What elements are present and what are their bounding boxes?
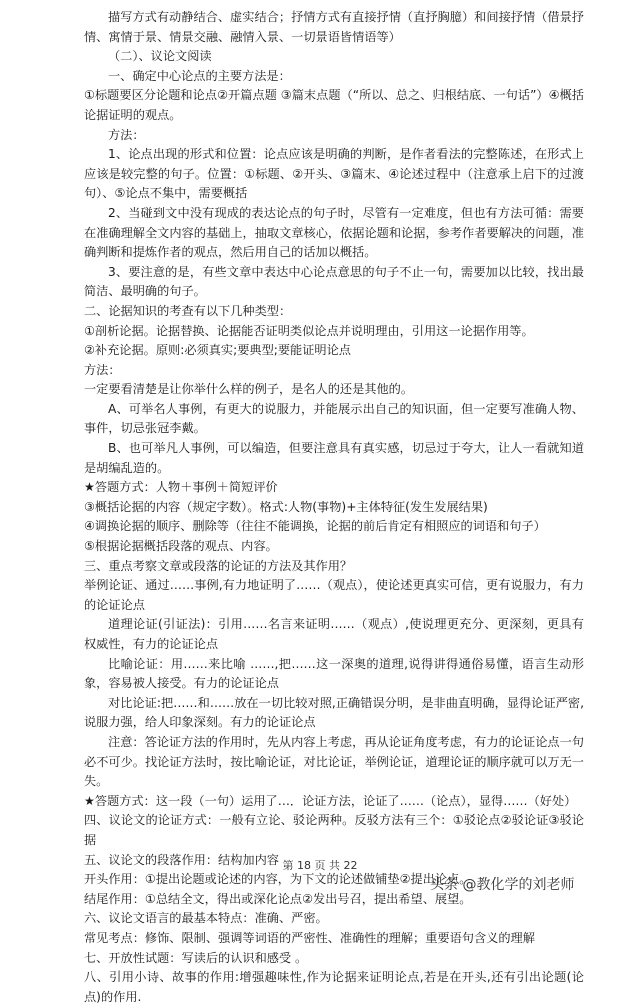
text-line: 八、引用小诗、故事的作用:增强趣味性,作为论据来证明论点,若是在开头,还有引出论题(论点)的作用.	[84, 970, 584, 1004]
text-line: 一定要看清楚是让你举什么样的例子，是名人的还是其他的。	[84, 382, 414, 397]
text-line: ③概括论据的内容（规定字数）。格式:人物(事物)+主体特征(发生发展结果)	[84, 499, 488, 514]
text-line: 一、确定中心论点的主要方法是：	[108, 68, 291, 83]
text-line: 道理论证(引证法)：引用……名言来证明……（观点）,使说理更充分、更深刻，更具有权威性，有力的论证论点	[84, 617, 584, 651]
text-line: 方法：	[84, 362, 121, 377]
text-line: 结尾作用：①总结全文，得出或深化论点②发出号召，提出希望、展望。	[84, 891, 472, 906]
text-line: 比喻论证：用……来比喻 ……,把……这一深奥的道理,说得讲得通俗易懂，语言生动形象，容易被人接受。有力的论证论点	[84, 656, 584, 691]
text-line: ①标题要区分论题和论点②开篇点题 ③篇末点题（“所以、总之、归根结底、一句话”）④概括论据证明的观点。	[84, 88, 584, 122]
page-number: 第 18 页 共 22	[282, 859, 358, 872]
text-line: ★答题方式：这一段（一句）运用了…．论证方法，论证了……（论点），显得……（好处）	[84, 793, 577, 808]
text-line: ①剖析论据。论据替换、论据能否证明类似论点并说明理由，引用这一论据作用等。	[84, 323, 534, 338]
text-line: ⑤根据论据概括段落的观点、内容。	[84, 539, 278, 554]
text-line: ★答题方式：人物＋事例＋简短评价	[84, 480, 278, 495]
text-line: 六、议论文语言的最基本特点：准确、严密。	[84, 911, 328, 926]
text-line: 七、开放性试题：写读后的认识和感受 。	[84, 950, 308, 965]
text-line: 3、要注意的是，有些文章中表达中心论点意思的句子不止一句，需要加以比较，找出最简洁、最明确的句子。	[84, 264, 584, 299]
text-line: 方法：	[108, 127, 145, 142]
text-line: 描写方式有动静结合、虚实结合；抒情方式有直接抒情（直抒胸臆）和间接抒情（借景抒情、寓情于景、情景交融、融情入景、一切景语皆情语等）	[84, 10, 584, 44]
text-line: 开头作用：①提出论题或论述的内容，为下文的论述做铺垫②提出论点。	[84, 872, 472, 887]
text-line: B、也可举凡人事例，可以编造，但要注意具有真实感，切忌过于夸大，让人一看就知道是胡编乱造的。	[84, 441, 584, 475]
text-line: 五、议论文的段落作用：结构加内容	[84, 852, 279, 867]
text-line: 二、论据知识的考查有以下几种类型：	[84, 303, 292, 318]
text-line: ②补充论据。原则:必须真实;要典型;要能证明论点	[84, 343, 351, 358]
text-line: 常见考点：修饰、限制、强调等词语的严密性、准确性的理解；重要语句含义的理解	[84, 930, 535, 945]
watermark: 头条 @教化学的刘老师	[430, 877, 575, 893]
text-line: 三、重点考察文章或段落的论证的方法及其作用？	[84, 558, 353, 573]
text-line: A、可举名人事例，有更大的说服力，并能展示出自己的知识面，但一定要写准确人物、事件，切忌张冠李戴。	[84, 401, 584, 436]
text-line: 四、议论文的论证方式：一般有立论、驳论两种。反驳方法有三个：①驳论点②驳论证③驳论据	[84, 813, 584, 847]
text-line: 2、当碰到文中没有现成的表达论点的句子时，尽管有一定难度，但也有方法可循：需要在准确理解全文内容的基础上，抽取文章核心，依据论题和论据，参考作者要解决的问题，准确判断和提炼作者的观点，然后用自己的话加以概括。	[84, 205, 584, 260]
text-line: 举例论证、通过……事例,有力地证明了……（观点），使论述更真实可信，更有说服力，有力的论证论点	[84, 578, 584, 612]
text-line: 对比论证:把……和……放在一切比较对照,正确错误分明，是非曲直明确，显得论证严密,说服力强，给人印象深刻。有力的论证论点	[84, 695, 584, 730]
text-line: （二）、议论文阅读	[108, 49, 212, 64]
text-line: ④调换论据的顺序、删除等（往往不能调换，论据的前后肯定有相照应的词语和句子）	[84, 519, 546, 534]
text-line: 注意：答论证方法的作用时，先从内容上考虑，再从论证角度考虑，有力的论证论点一句必不可少。找论证方法时，按比喻论证，对比论证，举例论证，道理论证的顺序就可以万无一失。	[84, 734, 584, 789]
text-line: 1、论点出现的形式和位置：论点应该是明确的判断，是作者看法的完整陈述，在形式上应该是较完整的句子。位置：①标题、②开头、③篇末、④论述过程中（注意承上启下的过渡句）、⑤论点不集中，需要概括	[84, 147, 584, 201]
